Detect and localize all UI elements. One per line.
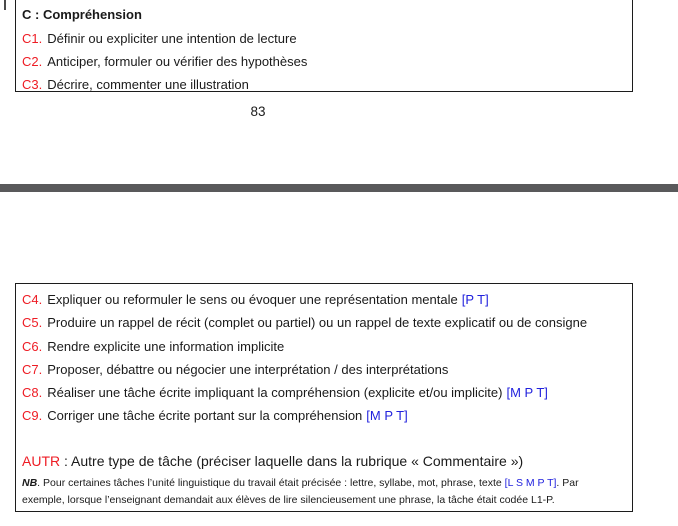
task-tag: [M P T] [366,408,408,424]
table-heading [22,3,628,27]
autr-text: : Autre type de tâche (préciser laquelle dans la rubrique « Commentaire ») [60,452,524,469]
task-text: Anticiper, formuler ou vérifier des hypothèses [47,53,308,69]
task-code: C1. [22,30,43,46]
nb-text: exemple, lorsque l’enseignant demandait aux élèves de lire silencieusement une phrase, la tâche était codée L1-P. [22,493,555,506]
task-item-c2 [22,50,628,73]
task-code: C6. [22,338,43,354]
task-text: Décrire, commenter une illustration [47,77,249,92]
task-item-c1 [22,27,628,50]
nb-prefix: NB [22,476,38,489]
task-text: Définir ou expliciter une intention de lecture [47,30,297,46]
autr-item [22,450,628,472]
task-text: Corriger une tâche écrite portant sur la compréhension [47,408,363,424]
task-code: C8. [22,385,43,401]
nb-note [22,475,628,509]
task-item-c5 [22,311,628,334]
task-text: Rendre explicite une information implicite [47,338,285,354]
page-edge-mark [4,0,6,10]
nb-text: . Par [556,476,579,489]
task-code: C3. [22,77,43,92]
autr-code: AUTR [22,452,61,469]
task-code: C4. [22,292,43,307]
task-item-c6 [22,335,628,358]
comprehension-table-bottom [15,283,633,512]
nb-text: . Pour certaines tâches l’unité linguistique du travail était précisée : lettre, syllabe, mot, phrase, texte [37,476,505,489]
table-heading-label: C : Compréhension [22,7,142,22]
task-text: Expliquer ou reformuler le sens ou évoquer une représentation mentale [47,292,458,307]
nb-note-line1 [22,475,628,492]
task-item-c8 [22,381,628,404]
task-code: C2. [22,53,43,69]
task-item-c9 [22,404,628,427]
task-item-c7 [22,358,628,381]
task-code: C9. [22,408,43,424]
task-code: C5. [22,315,43,331]
page-separator-bar [0,184,678,192]
task-code: C7. [22,361,43,377]
task-tag: [M P T] [506,385,548,401]
task-item-c4 [22,288,628,311]
page-number: 83 [250,104,266,119]
task-text: Proposer, débattre ou négocier une interprétation / des interprétations [47,361,449,377]
task-item-c3 [22,73,628,92]
task-tag: [P T] [461,292,489,307]
nb-tag: [L S M P T] [504,476,557,489]
task-text: Produire un rappel de récit (complet ou partiel) ou un rappel de texte explicatif ou de consigne [47,315,588,331]
comprehension-table-top [15,0,633,92]
task-text: Réaliser une tâche écrite impliquant la compréhension (explicite et/ou implicite) [47,385,503,401]
nb-note-line2 [22,492,628,509]
